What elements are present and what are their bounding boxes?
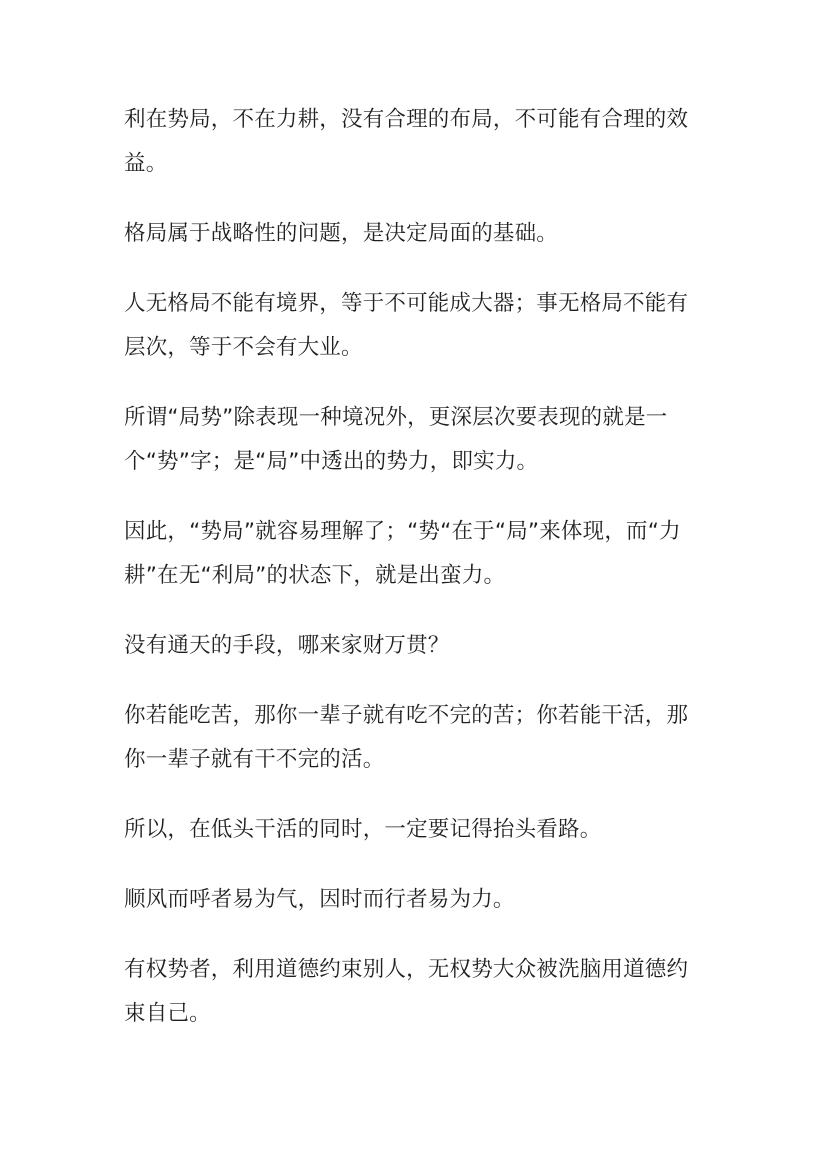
document-body bbox=[124, 98, 709, 1062]
paragraph-4: 所谓“局势”除表现一种境况外，更深层次要表现的就是一个“势”字；是“局”中透出的势力，即实力。 bbox=[124, 405, 668, 474]
paragraph-1: 利在势局，不在力耕，没有合理的布局，不可能有合理的效益。 bbox=[124, 107, 689, 176]
paragraph-9: 顺风而呼者易为气，因时而行者易为力。 bbox=[124, 887, 515, 912]
paragraph-6: 没有通天的手段，哪来家财万贯？ bbox=[124, 633, 450, 658]
paragraph-5: 因此，“势局”就容易理解了；“势“在于“局”来体现，而“力耕”在无“利局”的状态下，就是出蛮力。 bbox=[124, 519, 681, 588]
paragraph-3: 人无格局不能有境界，等于不可能成大器；事无格局不能有层次，等于不会有大业。 bbox=[124, 291, 689, 360]
paragraph-8: 所以，在低头干活的同时，一定要记得抬头看路。 bbox=[124, 817, 602, 842]
paragraph-7: 你若能吃苦，那你一辈子就有吃不完的苦；你若能干活，那你一辈子就有干不完的活。 bbox=[124, 703, 689, 772]
paragraph-2: 格局属于战略性的问题，是决定局面的基础。 bbox=[124, 221, 559, 246]
paragraph-10: 有权势者，利用道德约束别人，无权势大众被洗脑用道德约束自己。 bbox=[124, 957, 689, 1026]
